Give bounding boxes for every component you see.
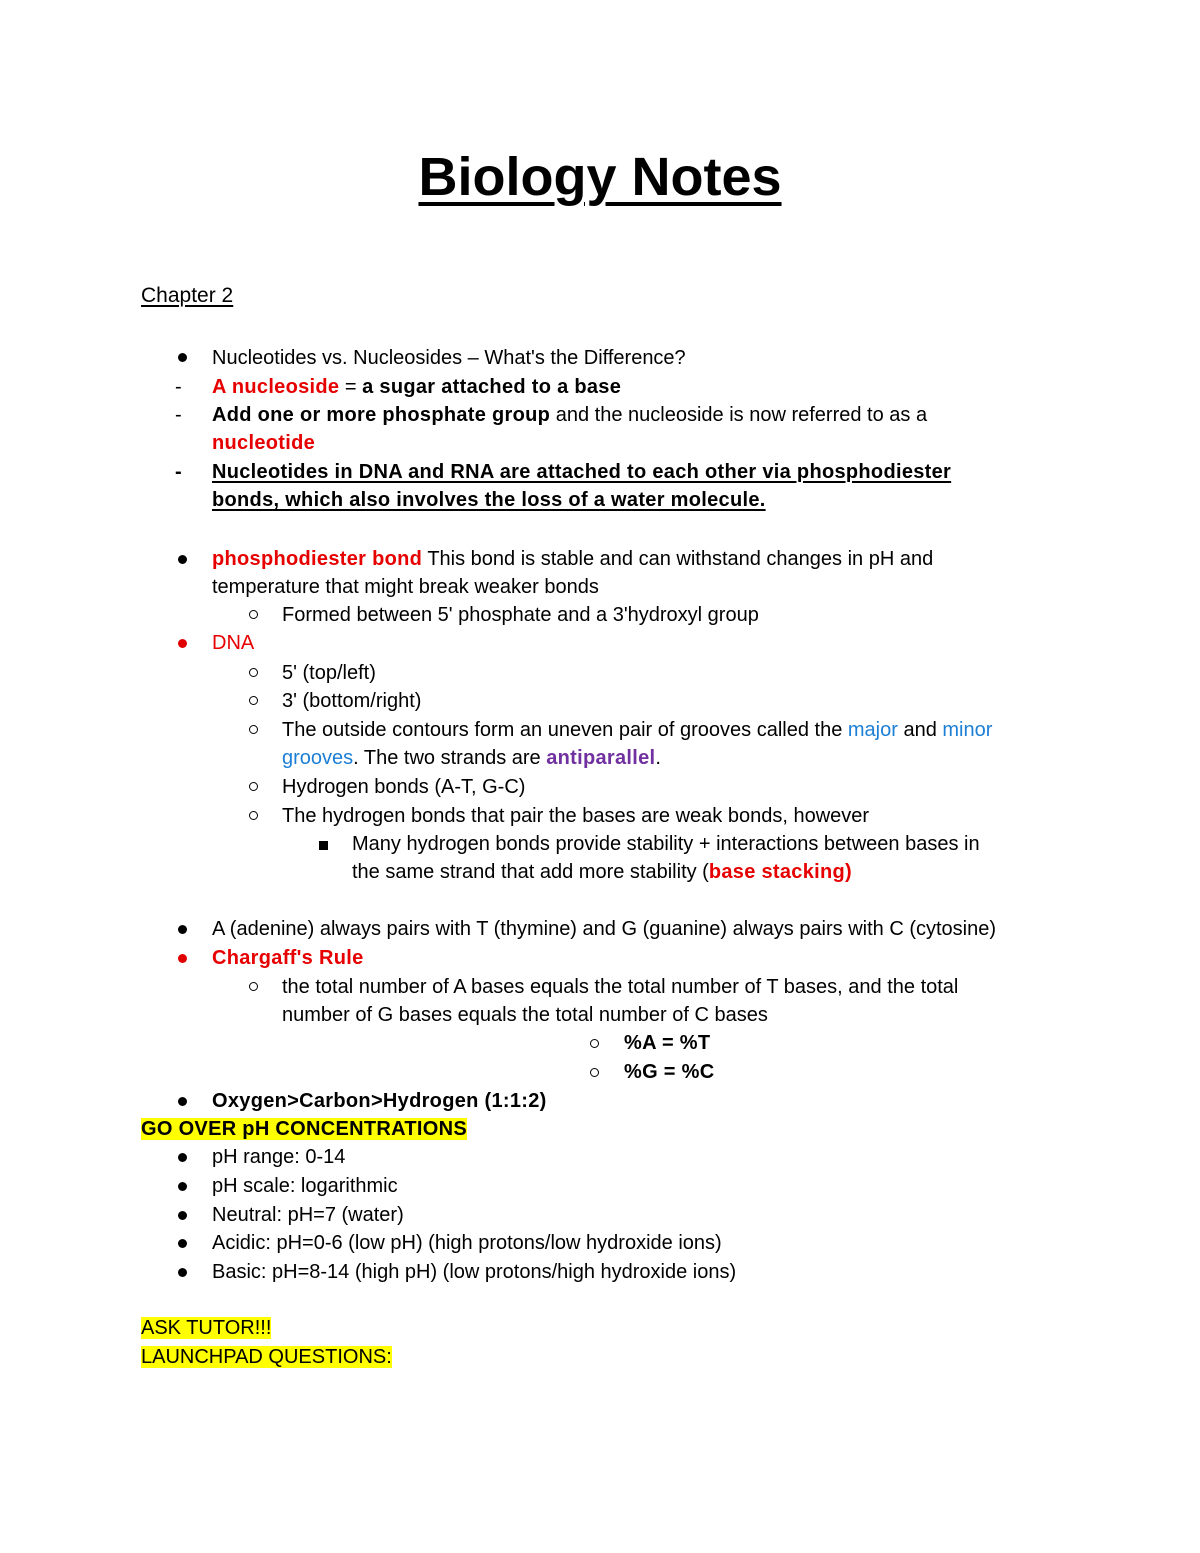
term-chargaffs-rule	[212, 944, 364, 972]
list-item: pH scale: logarithmic	[212, 1175, 398, 1197]
definition: a sugar attached to a base	[362, 376, 622, 398]
highlighted-text: ASK TUTOR!!!	[141, 1317, 272, 1339]
equation-text: %A = %T	[624, 1032, 711, 1054]
list-item	[212, 1087, 547, 1115]
sub-list-item: 3' (bottom/right)	[282, 690, 422, 712]
list-item	[212, 401, 927, 429]
bullet-icon	[178, 954, 187, 963]
dash-marker: -	[175, 461, 182, 483]
circle-bullet-icon	[249, 982, 258, 991]
bullet-icon	[178, 353, 187, 362]
bullet-icon	[178, 1268, 187, 1277]
underlined-bold-text: bonds, which also involves the loss of a water molecule.	[212, 489, 766, 511]
highlighted-text: LAUNCHPAD QUESTIONS:	[141, 1346, 392, 1368]
term-nucleotide: nucleotide	[212, 432, 316, 454]
term-dna: DNA	[212, 632, 255, 654]
text-span: . The two strands are	[353, 747, 547, 769]
circle-bullet-icon	[249, 811, 258, 820]
bullet-icon	[178, 925, 187, 934]
bullet-icon	[178, 1211, 187, 1220]
ask-tutor-note	[141, 1314, 271, 1342]
list-item: Basic: pH=8-14 (high pH) (low protons/high hydroxide ions)	[212, 1261, 737, 1283]
circle-bullet-icon	[590, 1039, 599, 1048]
highlighted-heading: GO OVER pH CONCENTRATIONS	[141, 1118, 468, 1140]
sub-list-item-continued	[282, 744, 661, 772]
text-span: and the nucleoside is now referred to as a	[550, 404, 928, 426]
list-item	[212, 545, 933, 573]
sub-list-item: Hydrogen bonds (A-T, G-C)	[282, 776, 526, 798]
term-phosphodiester-bond: phosphodiester bond	[212, 548, 423, 570]
bullet-icon	[178, 555, 187, 564]
circle-bullet-icon	[249, 668, 258, 677]
launchpad-questions-note	[141, 1343, 392, 1371]
page-title: Biology Notes	[418, 147, 782, 207]
sub-list-item-continued: number of G bases equals the total number of C bases	[282, 1004, 768, 1026]
circle-bullet-icon	[249, 696, 258, 705]
sub-list-item: The hydrogen bonds that pair the bases are weak bonds, however	[282, 805, 870, 827]
text-span: the same strand that add more stability (	[352, 861, 709, 883]
list-item: Acidic: pH=0-6 (low pH) (high protons/low hydroxide ions)	[212, 1232, 722, 1254]
sub-list-item	[282, 716, 992, 744]
underlined-bold-text: Nucleotides in DNA and RNA are attached to each other via phosphodiester	[212, 461, 952, 483]
ph-heading	[141, 1115, 467, 1143]
term-antiparallel: antiparallel	[546, 747, 656, 769]
bold-phrase: Add one or more phosphate group	[212, 404, 551, 426]
bullet-icon	[178, 1153, 187, 1162]
text-span: This bond is stable and can withstand changes in pH and	[422, 548, 934, 570]
circle-bullet-icon	[249, 782, 258, 791]
list-item: pH range: 0-14	[212, 1146, 346, 1168]
list-item-continued	[212, 429, 315, 457]
bold-text: Oxygen>Carbon>Hydrogen (1:1:2)	[212, 1090, 547, 1112]
term-grooves: grooves	[282, 747, 354, 769]
equation	[624, 1029, 710, 1057]
sub-list-item: the total number of A bases equals the total number of T bases, and the total	[282, 976, 959, 998]
sub-list-item: Formed between 5' phosphate and a 3'hydroxyl group	[282, 604, 759, 626]
equation-text: %G = %C	[624, 1061, 715, 1083]
list-item-continued	[212, 486, 766, 514]
term-nucleoside: A nucleoside	[212, 376, 340, 398]
square-bullet-icon	[319, 841, 328, 850]
bullet-icon	[178, 1239, 187, 1248]
chapter-heading: Chapter 2	[141, 284, 234, 307]
equation	[624, 1058, 714, 1086]
circle-bullet-icon	[590, 1068, 599, 1077]
circle-bullet-icon	[249, 725, 258, 734]
term-base-stacking: base stacking)	[708, 861, 852, 883]
bullet-icon	[178, 1182, 187, 1191]
list-item-continued: temperature that might break weaker bonds	[212, 576, 599, 598]
dash-marker: -	[175, 404, 182, 426]
list-item: A (adenine) always pairs with T (thymine) and G (guanine) always pairs with C (cytosine)	[212, 918, 997, 940]
text-span: and	[897, 719, 943, 741]
list-item: Neutral: pH=7 (water)	[212, 1204, 404, 1226]
sub-list-item: 5' (top/left)	[282, 662, 376, 684]
list-item	[212, 373, 621, 401]
circle-bullet-icon	[249, 610, 258, 619]
text-span: The outside contours form an uneven pair of grooves called the	[282, 719, 848, 741]
bold-red-text: Chargaff's Rule	[212, 947, 364, 969]
list-item	[212, 458, 951, 486]
sub-sub-list-item-continued	[352, 858, 852, 886]
bullet-icon	[178, 639, 187, 648]
bullet-icon	[178, 1097, 187, 1106]
sub-sub-list-item: Many hydrogen bonds provide stability + interactions between bases in	[352, 833, 980, 855]
term-major: major	[847, 719, 898, 741]
text-span: .	[655, 747, 661, 769]
list-item: Nucleotides vs. Nucleosides – What's the Difference?	[212, 347, 686, 369]
term-minor: minor	[942, 719, 993, 741]
dash-marker: -	[175, 376, 182, 398]
text-span: =	[339, 376, 363, 398]
